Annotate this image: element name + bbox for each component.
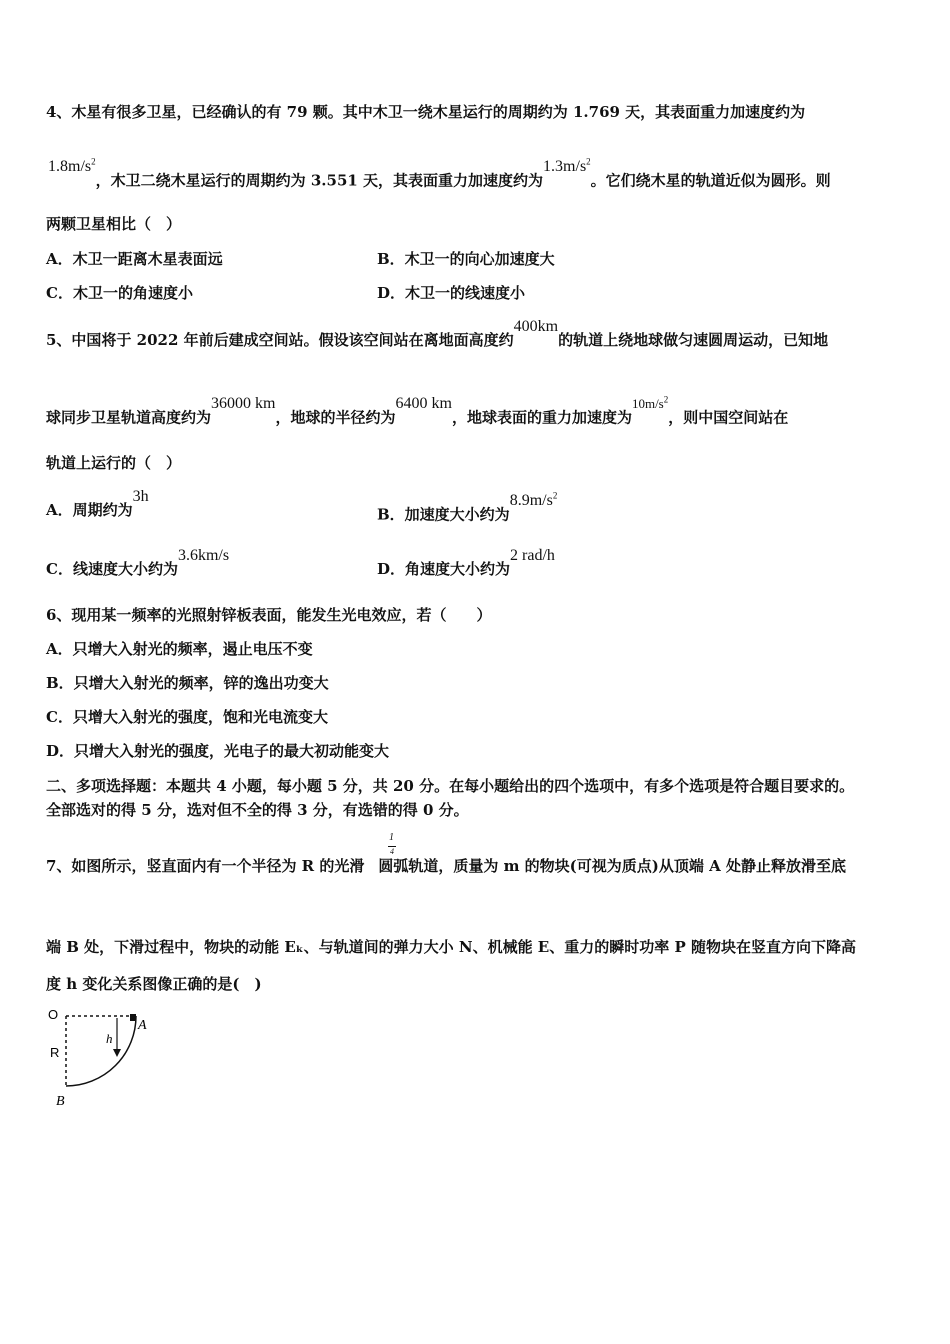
q5-option-a: A．周期约为3h [46, 488, 149, 519]
q5-option-c: C．线速度大小约为3.6km/s [46, 547, 230, 578]
q7-fraction-numerator: 1 [389, 832, 394, 843]
q7-stem-line1: 7、如图所示，竖直面内有一个半径为 R 的光滑 圆弧轨道，质量为 m 的物块(可视为质点)从顶端 A 处静止释放滑至底 [46, 857, 846, 875]
q5-option-d: D．角速度大小约为2 rad/h [377, 547, 555, 578]
section2-instructions-line2: 全部选对的得 5 分，选对但不全的得 3 分，有选错的得 0 分。 [46, 801, 469, 819]
section2-instructions-line1: 二、多项选择题：本题共 4 小题，每小题 5 分，共 20 分。在每小题给出的四个选项中，有多个选项是符合题目要求的。 [46, 777, 855, 795]
q6-option-b: B．只增大入射光的频率，锌的逸出功变大 [46, 674, 329, 692]
q5-stem-line3: 轨道上运行的（ ） [46, 454, 182, 472]
fig-label-b: B [56, 1094, 65, 1109]
q6-stem: 6、现用某一频率的光照射锌板表面，能发生光电效应，若（ ） [46, 606, 492, 624]
q4-gravity-2: $1.3m/s^2$ [543, 157, 591, 176]
q4-stem-line3: 两颗卫星相比（ ） [46, 215, 182, 233]
q5-option-b: B．加速度大小约为$8.9m/s^2$ [377, 491, 558, 524]
q6-option-a: A．只增大入射光的频率，遏止电压不变 [46, 640, 313, 658]
quarter-circle-track-figure [44, 1005, 174, 1110]
q4-option-a: A．木卫一距离木星表面远 [46, 250, 223, 268]
q4-stem-line2: $1.8m/s^2$，木卫二绕木星运行的周期约为 3.551 天，其表面重力加速度约为$1.3m/s^2$。它们绕木星的轨道近似为圆形。则 [48, 157, 831, 190]
q4-option-b: B．木卫一的向心加速度大 [377, 250, 555, 268]
q4-option-d: D．木卫一的线速度小 [377, 284, 526, 302]
q6-option-c: C．只增大入射光的强度，饱和光电流变大 [46, 708, 328, 726]
q5-gravity: $10m/s^2$ [631, 395, 669, 412]
fig-label-h: h [106, 1031, 113, 1046]
q5-height: 400km [513, 318, 559, 335]
fig-block [130, 1014, 136, 1021]
q7-fraction-denominator: 4 [390, 847, 394, 856]
fig-arc-track [66, 1016, 136, 1086]
fig-h-arrowhead [113, 1049, 121, 1057]
q4-gravity-1: $1.8m/s^2$ [48, 157, 96, 176]
q6-option-d: D．只增大入射光的强度，光电子的最大初动能变大 [46, 742, 390, 760]
q5-stem-line1: 5、中国将于 2022 年前后建成空间站。假设该空间站在离地面高度约400km的轨道上绕地球做匀速圆周运动，已知地 [46, 318, 829, 349]
q7-stem-line2: 端 B 处，下滑过程中，物块的动能 Eₖ、与轨道间的弹力大小 N、机械能 E、重力的瞬时功率 P 随物块在竖直方向下降高 [46, 938, 856, 956]
fig-label-a: A [138, 1018, 147, 1033]
fig-label-r: R [50, 1045, 60, 1060]
q7-stem-line3: 度 h 变化关系图像正确的是( ) [46, 975, 262, 993]
q4-stem-line1: 4、木星有很多卫星，已经确认的有 79 颗。其中木卫一绕木星运行的周期约为 1.769 天，其表面重力加速度约为 [46, 103, 806, 121]
q5-earth-radius: 6400 km [395, 395, 452, 413]
fig-label-o: O [48, 1007, 59, 1022]
q5-stem-line2: 球同步卫星轨道高度约为36000 km，地球的半径约为6400 km，地球表面的重力加速度为$10m/s^2$，则中国空间站在 [46, 395, 789, 427]
q5-sync-height: 36000 km [211, 395, 276, 413]
q4-option-c: C．木卫一的角速度小 [46, 284, 193, 302]
